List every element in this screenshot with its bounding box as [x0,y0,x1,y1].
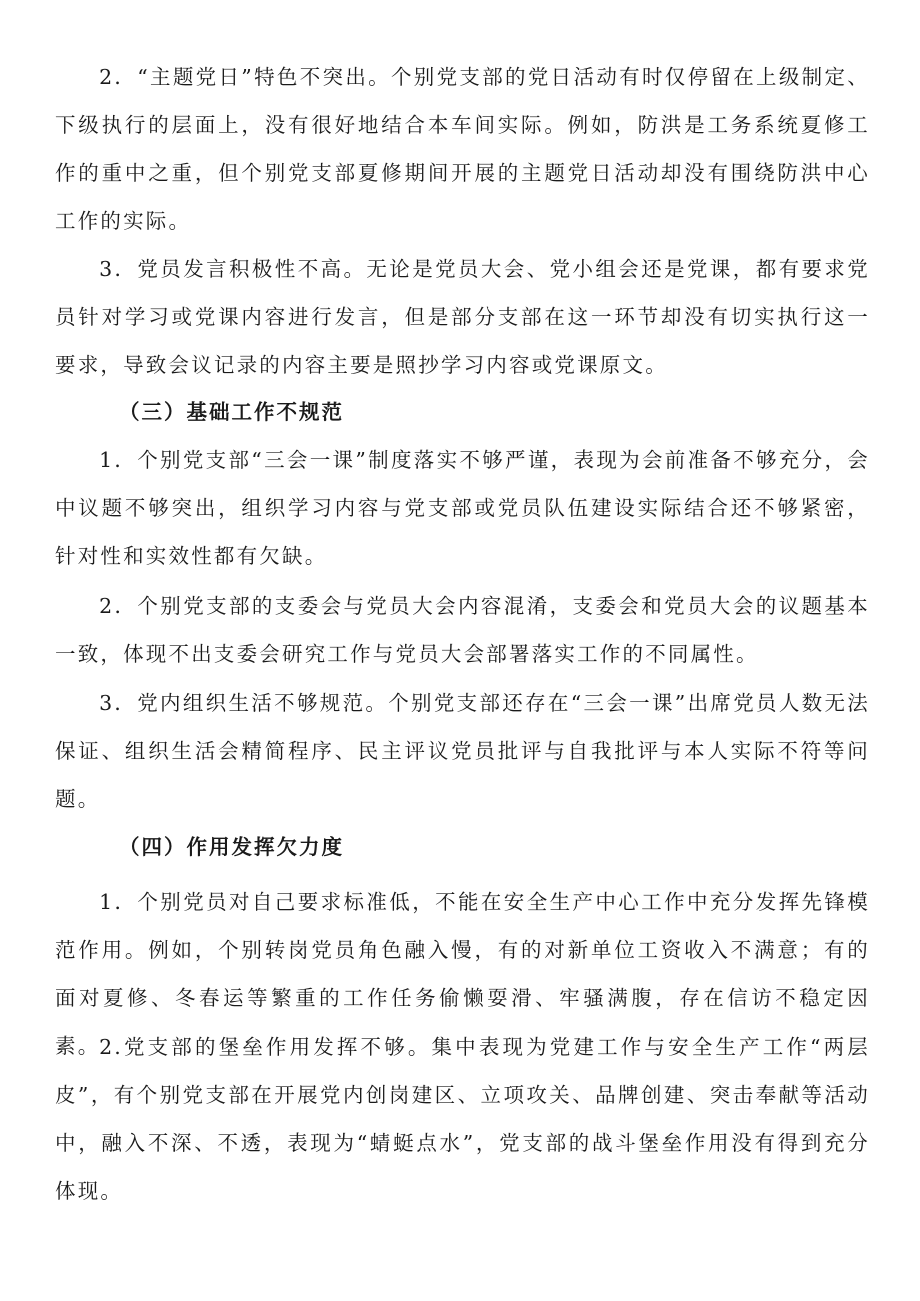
paragraph-branch-fortress: 2.党支部的堡垒作用发挥不够。集中表现为党建工作与安全生产工作“两层皮”，有个别党支部在开展党内创岗建区、立项攻关、品牌创建、突击奉献等活动中，融入不深、不透，表现为“蜻蜓点水”，党支部的战斗堡垒作用没有得到充分体现。 [55,1035,870,1203]
paragraph-member-standards: 1．个别党员对自己要求标准低，不能在安全生产中心工作中充分发挥先锋模范作用。例如，个别转岗党员角色融入慢，有的对新单位工资收入不满意；有的面对夏修、冬春运等繁重的工作任务偷懒耍滑、牢骚满腹，存在信访不稳定因素。 [55,890,870,1058]
paragraph-org-life: 3．党内组织生活不够规范。个别党支部还存在“三会一课”出席党员人数无法保证、组织生活会精简程序、民主评议党员批评与自我批评与本人实际不符等问题。 [55,691,870,811]
section-heading-4: （四）作用发挥欠力度 [119,835,344,859]
paragraph-three-meetings: 1．个别党支部“三会一课”制度落实不够严谨，表现为会前准备不够充分，会中议题不够突出，组织学习内容与党支部或党员队伍建设实际结合还不够紧密，针对性和实效性都有欠缺。 [55,448,870,568]
paragraph-committee-confusion: 2．个别党支部的支委会与党员大会内容混淆，支委会和党员大会的议题基本一致，体现不出支委会研究工作与党员大会部署落实工作的不同属性。 [55,594,870,666]
section-heading-3: （三）基础工作不规范 [119,400,344,424]
paragraph-theme-party-day: 2．“主题党日”特色不突出。个别党支部的党日活动有时仅停留在上级制定、下级执行的层面上，没有很好地结合本车间实际。例如，防洪是工务系统夏修工作的重中之重，但个别党支部夏修期间开展的主题党日活动却没有围绕防洪中心工作的实际。 [55,65,870,233]
paragraph-member-speaking: 3．党员发言积极性不高。无论是党员大会、党小组会还是党课，都有要求党员针对学习或党课内容进行发言，但是部分支部在这一环节却没有切实执行这一要求，导致会议记录的内容主要是照抄学习内容或党课原文。 [55,257,870,377]
